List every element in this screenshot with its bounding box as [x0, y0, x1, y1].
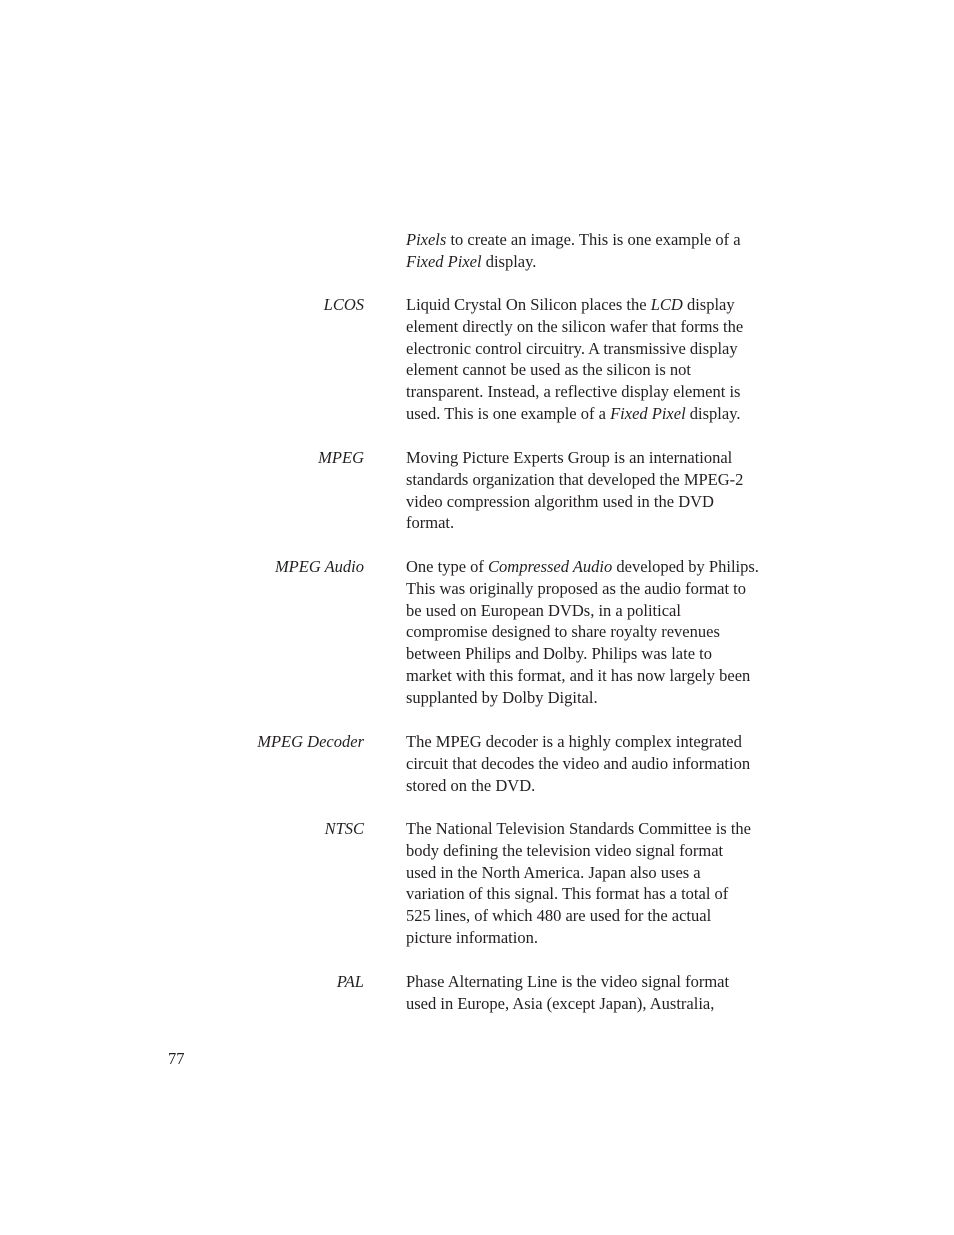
- definition-text: Phase Alternating Line is the video signal format: [406, 972, 730, 991]
- definition-text: One type of: [406, 557, 489, 576]
- italic-term-reference: Fixed Pixel: [406, 251, 482, 271]
- glossary-definition: [406, 818, 790, 949]
- definition-line: [406, 840, 790, 862]
- definition-text: variation of this signal. This format has a total of: [406, 884, 729, 904]
- definition-text: used. This is one example of a: [406, 403, 611, 423]
- definition-text: compromise designed to share royalty revenues: [406, 622, 720, 642]
- definition-line: [406, 316, 790, 338]
- definition-line: [406, 338, 790, 360]
- definition-line: [406, 403, 790, 425]
- glossary-term: NTSC: [324, 819, 364, 838]
- definition-text: stored on the DVD.: [406, 775, 536, 795]
- definition-line: [406, 600, 790, 622]
- definition-text: electronic control circuitry. A transmissive display: [406, 338, 738, 358]
- definition-text: element cannot be used as the silicon is not: [406, 360, 692, 380]
- definition-text: The MPEG decoder is a highly complex integrated: [406, 732, 742, 751]
- glossary-definition: [406, 229, 790, 273]
- definition-text: body defining the television video signal format: [406, 840, 724, 860]
- italic-term-reference: Pixels: [406, 230, 447, 249]
- definition-text: circuit that decodes the video and audio information: [406, 753, 751, 773]
- definition-line: [406, 731, 790, 753]
- glossary-term: PAL: [336, 972, 364, 991]
- glossary-term: MPEG: [318, 448, 364, 467]
- definition-line: [406, 643, 790, 665]
- definition-line: [406, 359, 790, 381]
- definition-text: be used on European DVDs, in a political: [406, 600, 681, 620]
- definition-line: [406, 621, 790, 643]
- italic-term-reference: Compressed Audio: [488, 557, 613, 576]
- glossary-definition: [406, 731, 790, 796]
- definition-text: standards organization that developed the MPEG-2: [406, 469, 744, 489]
- definition-text: used in Europe, Asia (except Japan), Australia,: [406, 993, 715, 1013]
- glossary-definition: [406, 294, 790, 425]
- definition-line: [406, 818, 790, 840]
- glossary-definition: [406, 447, 790, 534]
- definition-line: [406, 753, 790, 775]
- definition-line: [406, 491, 790, 513]
- definition-text: between Philips and Dolby. Philips was late to: [406, 644, 712, 664]
- definition-text: to create an image. This is one example of a: [446, 230, 741, 249]
- definition-line: [406, 251, 790, 273]
- definition-text: used in the North America. Japan also uses a: [406, 862, 701, 882]
- glossary-definition: [406, 971, 790, 1015]
- definition-text: market with this format, and it has now largely been: [406, 665, 751, 685]
- definition-text: The National Television Standards Committee is the: [406, 819, 751, 838]
- definition-text: 525 lines, of which 480 are used for the actual: [406, 906, 712, 926]
- definition-text: display.: [685, 403, 741, 423]
- definition-line: [406, 862, 790, 884]
- definition-line: [406, 993, 790, 1015]
- definition-line: [406, 883, 790, 905]
- definition-line: [406, 512, 790, 534]
- definition-line: [406, 578, 790, 600]
- definition-line: [406, 556, 790, 578]
- definition-line: [406, 905, 790, 927]
- definition-line: [406, 447, 790, 469]
- glossary-term: MPEG Audio: [274, 557, 364, 576]
- italic-term-reference: Fixed Pixel: [610, 403, 686, 423]
- definition-text: Liquid Crystal On Silicon places the: [406, 295, 651, 314]
- definition-line: [406, 229, 790, 251]
- definition-line: [406, 775, 790, 797]
- definition-text: supplanted by Dolby Digital.: [406, 687, 598, 707]
- definition-text: developed by Philips.: [612, 557, 759, 576]
- definition-text: display: [682, 295, 735, 314]
- definition-text: display.: [481, 251, 537, 271]
- definition-line: [406, 294, 790, 316]
- definition-text: picture information.: [406, 927, 538, 947]
- definition-line: [406, 927, 790, 949]
- definition-text: video compression algorithm used in the DVD: [406, 491, 714, 511]
- definition-text: element directly on the silicon wafer that forms the: [406, 316, 744, 336]
- definition-line: [406, 687, 790, 709]
- definition-line: [406, 469, 790, 491]
- definition-text: Moving Picture Experts Group is an international: [406, 448, 733, 467]
- page-number: 77: [168, 1049, 185, 1068]
- definition-line: [406, 381, 790, 403]
- definition-text: This was originally proposed as the audio format to: [406, 578, 747, 598]
- definition-text: transparent. Instead, a reflective display element is: [406, 382, 741, 402]
- definition-line: [406, 665, 790, 687]
- definition-line: [406, 971, 790, 993]
- definition-text: format.: [406, 513, 455, 533]
- italic-term-reference: LCD: [650, 295, 683, 314]
- glossary-term: LCOS: [323, 295, 364, 314]
- glossary-definition: [406, 556, 790, 709]
- glossary-term: MPEG Decoder: [257, 732, 364, 751]
